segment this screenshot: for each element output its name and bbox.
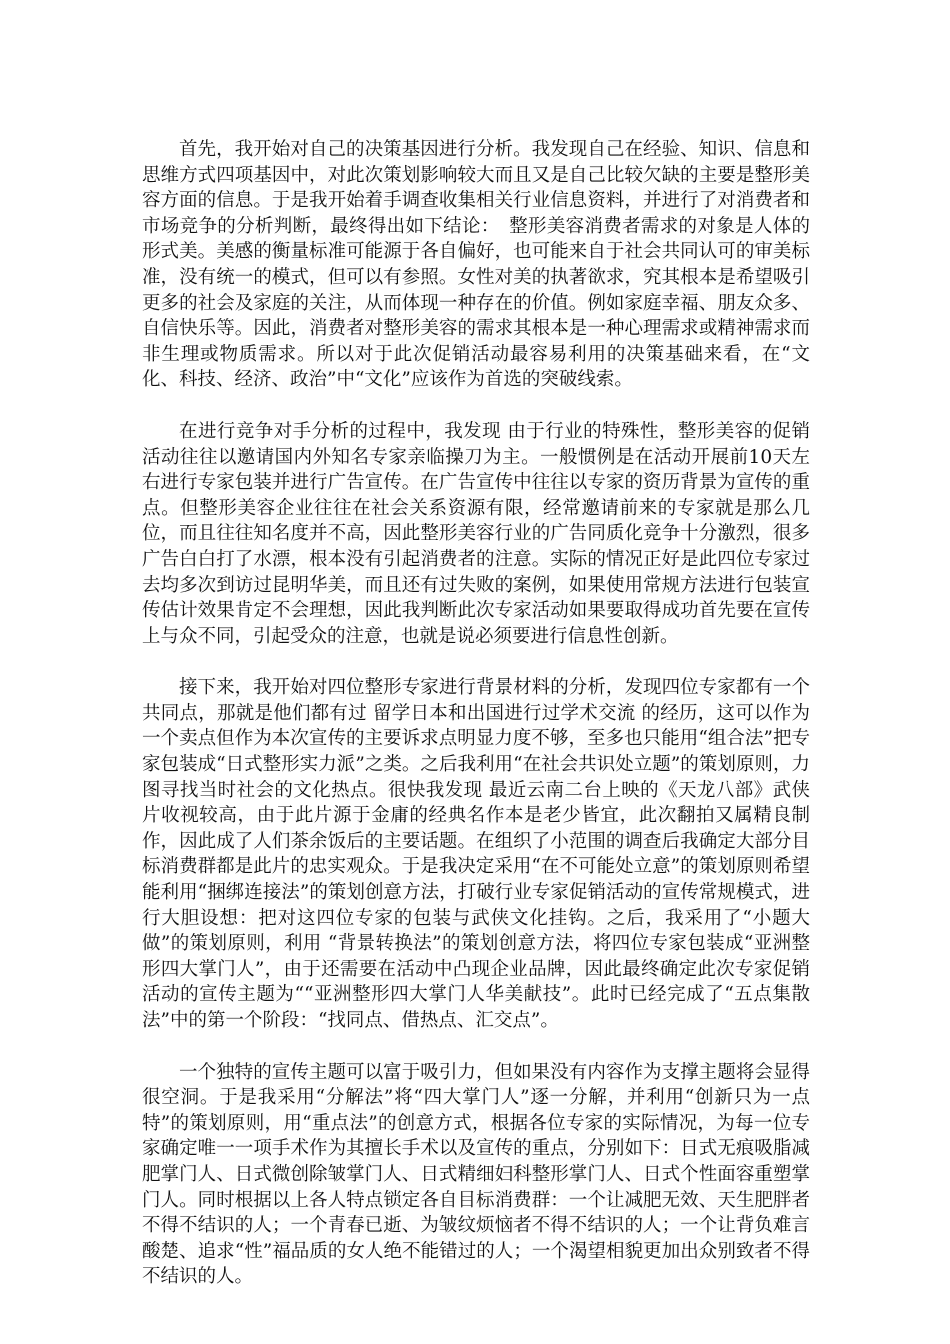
paragraph-theme-decomposition: 一个独特的宣传主题可以富于吸引力，但如果没有内容作为支撑主题将会显得很空洞。于是我采用“分解法”将“四大掌门人”逐一分解，并利用“创新只为一点特”的策划原则，用“重点法”的创意方式，根据各位专家的实际情况，为每一位专家确定唯一一项手术作为其擅长手术以及宣传的重点，分别如下：日式无痕吸脂减肥掌门人、日式微创除皱掌门人、日式精细妇科整形掌门人、日式个性面容重塑掌门人。同时根据以上各人特点锁定各自目标消费群：一个让减肥无效、天生肥胖者不得不结识的人；一个青春已逝、为皱纹烦恼者不得不结识的人；一个让背负难言酸楚、追求“性”福品质的女人绝不能错过的人；一个渴望相貌更加出众别致者不得不结识的人。 [142, 1061, 810, 1288]
paragraph-decision-gene-analysis: 首先，我开始对自己的决策基因进行分析。我发现自己在经验、知识、信息和思维方式四项基因中，对此次策划影响较大而且又是自己比较欠缺的主要是整形美容方面的信息。于是我开始着手调查收集相关行业信息资料，并进行了对消费者和市场竞争的分析判断，最终得出如下结论： 整形美容消费者需求的对象是人体的形式美。美感的衡量标准可能源于各自偏好，也可能来自于社会共同认可的审美标准，没有统一的模式，但可以有参照。女性对美的执著欲求，究其根本是希望吸引更多的社会及家庭的关注，从而体现一种存在的价值。例如家庭幸福、朋友众多、自信快乐等。因此，消费者对整形美容的需求其根本是一种心理需求或精神需求而非生理或物质需求。所以对于此次促销活动最容易利用的决策基础来看，在“文化、科技、经济、政治”中“文化”应该作为首选的突破线索。 [142, 139, 810, 391]
document-body [142, 137, 810, 1316]
paragraph-competitor-analysis: 在进行竞争对手分析的过程中，我发现 由于行业的特殊性，整形美容的促销活动往往以邀请国内外知名专家亲临操刀为主。一般惯例是在活动开展前10天左右进行专家包装并进行广告宣传。在广告宣传中往往以专家的资历背景为宣传的重点。但整形美容企业往往在社会关系资源有限，经常邀请前来的专家就是那么几位，而且往往知名度并不高，因此整形美容行业的广告同质化竞争十分激烈，很多广告白白打了水漂，根本没有引起消费者的注意。实际的情况正好是此四位专家过去均多次到访过昆明华美，而且还有过失败的案例，如果使用常规方法进行包装宣传估计效果肯定不会理想，因此我判断此次专家活动如果要取得成功首先要在宣传上与众不同，引起受众的注意，也就是说必须要进行信息性创新。 [142, 420, 810, 647]
paragraph-expert-background-analysis: 接下来，我开始对四位整形专家进行背景材料的分析，发现四位专家都有一个共同点，那就是他们都有过 留学日本和出国进行过学术交流 的经历，这可以作为一个卖点但作为本次宣传的主要诉求点明显力度不够，至多也只能用“组合法”把专家包装成“日式整形实力派”之类。之后我利用“在社会共识处立题”的策划原则，力图寻找当时社会的文化热点。很快我发现 最近云南二台上映的《天龙八部》武侠片收视较高，由于此片源于金庸的经典名作本是老少皆宜，此次翻拍又属精良制作，因此成了人们茶余饭后的主要话题。在组织了小范围的调查后我确定大部分目标消费群都是此片的忠实观众。于是我决定采用“在不可能处立意”的策划原则希望能利用“捆绑连接法”的策划创意方法，打破行业专家促销活动的宣传常规模式，进行大胆设想：把对这四位专家的包装与武侠文化挂钩。之后，我采用了“小题大做”的策划原则，利用 “背景转换法”的策划创意方法，将四位专家包装成“亚洲整形四大掌门人”，由于还需要在活动中凸现企业品牌，因此最终确定此次专家促销活动的宣传主题为““亚洲整形四大掌门人华美献技”。此时已经完成了“五点集散法”中的第一个阶段：“找同点、借热点、汇交点”。 [142, 677, 810, 1031]
